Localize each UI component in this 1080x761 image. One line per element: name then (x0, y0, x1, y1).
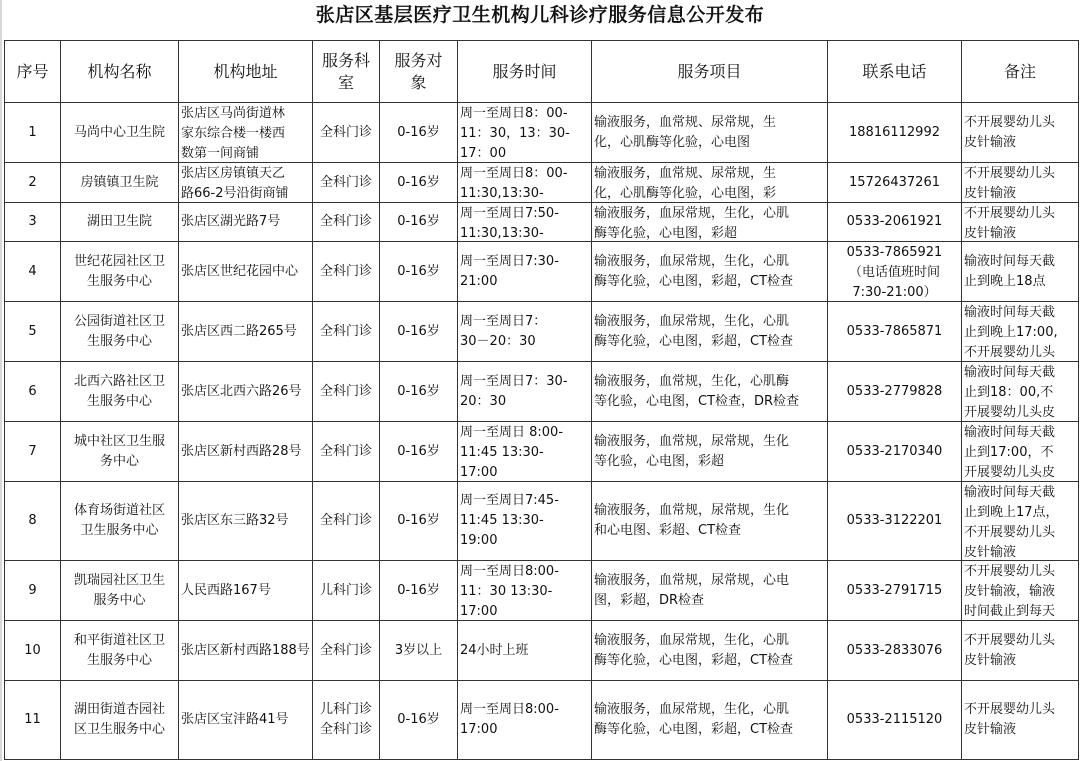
cell-services-line: 等化验，心电图，CT检查，DR检查 (594, 393, 800, 409)
cell-no: 2 (5, 163, 61, 203)
cell-remark-line: 皮针输液 (964, 544, 1017, 560)
cell-remark-line: 皮针输液 (964, 134, 1017, 150)
cell-name (61, 561, 179, 621)
cell-services-line: 输液服务，血尿常规，生化，心肌 (594, 702, 790, 717)
cell-target: 0-16岁 (380, 302, 458, 362)
cell-remark (962, 103, 1079, 163)
cell-remark-line: 皮针输液，输液 (964, 583, 1056, 599)
cell-hours-line: 周一至周日7：30- (460, 373, 568, 389)
header-name: 机构名称 (61, 41, 179, 103)
cell-services-line: 图，彩超，DR检查 (594, 592, 705, 608)
cell-hours (458, 242, 592, 302)
cell-target: 0-16岁 (380, 103, 458, 163)
cell-address (179, 482, 313, 561)
cell-phone (828, 302, 962, 362)
cell-address (179, 163, 313, 203)
cell-services-line: 酶等化验，心电图，彩超，CT检查 (594, 273, 794, 289)
cell-remark-line: 不开展婴幼儿头 (964, 165, 1056, 181)
cell-services (592, 362, 828, 422)
header-hours: 服务时间 (458, 41, 592, 103)
cell-services (592, 482, 828, 561)
cell-phone-line: 0533-3122201 (846, 513, 943, 528)
cell-hours-line: 20：30 (460, 393, 507, 409)
cell-phone-line: 0533-7865871 (846, 323, 943, 339)
page-edge (0, 0, 2, 761)
cell-remark-line: 止到17:00，不 (964, 444, 1054, 460)
cell-hours-line: 周一至周日7:50- (460, 205, 559, 221)
cell-address-line: 张店区湖光路7号 (181, 214, 281, 229)
cell-name (61, 621, 179, 681)
cell-services (592, 242, 828, 302)
cell-address (179, 302, 313, 362)
cell-name-line: 和平街道社区卫 (73, 632, 165, 648)
cell-services-line: 等化验，心电图，彩超 (594, 453, 725, 469)
cell-hours (458, 163, 592, 203)
cell-address-line: 张店区西二路265号 (181, 323, 297, 339)
institution-table (4, 40, 1079, 760)
cell-name-line: 区卫生服务中心 (73, 722, 165, 737)
header-phone: 联系电话 (828, 41, 962, 103)
cell-hours-line: 周一至周日7： (460, 313, 547, 329)
cell-services-line: 和心电图、彩超、CT检查 (594, 523, 742, 538)
cell-services-line: 输液服务，血常规、尿常规，生 (594, 114, 777, 130)
cell-dept-line: 儿科门诊 (319, 582, 372, 598)
cell-services (592, 681, 828, 760)
table-row (5, 362, 1079, 422)
header-target-line: 服务对 (394, 50, 443, 70)
header-target-line: 象 (410, 72, 427, 92)
cell-no: 8 (5, 482, 61, 561)
cell-services (592, 203, 828, 242)
cell-remark (962, 163, 1079, 203)
table-row (5, 242, 1079, 302)
cell-remark-line: 不开展婴幼儿头 (964, 344, 1056, 360)
cell-remark-line: 开展婴幼儿头皮 (964, 464, 1056, 480)
header-row (5, 41, 1079, 103)
cell-remark (962, 621, 1079, 681)
cell-hours-line: 17:00 (460, 722, 498, 737)
cell-hours-line: 周一至周日7:45- (460, 493, 559, 508)
cell-dept-line: 全科门诊 (319, 323, 372, 339)
cell-phone (828, 621, 962, 681)
cell-target: 0-16岁 (380, 561, 458, 621)
cell-dept (313, 422, 380, 482)
cell-hours-line: 11:45 13:30- (460, 513, 544, 528)
cell-remark (962, 561, 1079, 621)
cell-name (61, 681, 179, 760)
table-row (5, 203, 1079, 242)
header-remark: 备注 (962, 41, 1079, 103)
cell-name-line: 服务中心 (93, 592, 146, 608)
cell-remark-line: 止到晚上17点， (964, 504, 1059, 520)
cell-hours-line: 11:45 13:30- (460, 444, 544, 460)
cell-dept-line: 全科门诊 (319, 513, 372, 528)
cell-hours (458, 561, 592, 621)
cell-name-line: 生服务中心 (86, 273, 152, 289)
cell-phone (828, 163, 962, 203)
cell-target: 0-16岁 (380, 242, 458, 302)
cell-hours-line: 11：30 13:30- (460, 583, 553, 599)
cell-remark (962, 242, 1079, 302)
cell-address (179, 242, 313, 302)
cell-phone (828, 103, 962, 163)
cell-phone (828, 362, 962, 422)
cell-remark (962, 681, 1079, 760)
cell-hours (458, 362, 592, 422)
cell-phone-line: 0533-2833076 (846, 642, 943, 658)
table-row (5, 163, 1079, 203)
cell-remark-line: 止到18：00,不 (964, 384, 1054, 400)
cell-services-line: 输液服务，血常规、尿常规，生 (594, 165, 777, 181)
cell-remark-line: 输液时间每天截 (964, 484, 1056, 500)
cell-address (179, 422, 313, 482)
cell-name (61, 163, 179, 203)
header-dept (313, 41, 380, 103)
cell-services-line: 输液服务，血常规，尿常规，心电 (594, 572, 790, 588)
cell-hours-line: 周一至周日 8:00- (460, 424, 564, 440)
cell-remark (962, 482, 1079, 561)
cell-hours-line: 17：00 (460, 145, 507, 161)
cell-target: 3岁以上 (380, 621, 458, 681)
cell-phone-line: 0533-2779828 (846, 383, 943, 399)
cell-hours-line: 11：30，13：30- (460, 125, 570, 141)
cell-name (61, 203, 179, 242)
cell-services (592, 103, 828, 163)
cell-dept (313, 362, 380, 422)
cell-remark-line: 不开展婴幼儿头 (964, 702, 1056, 717)
cell-services-line: 酶等化验，心电图，彩超，CT检查 (594, 722, 794, 737)
cell-services (592, 163, 828, 203)
cell-hours (458, 482, 592, 561)
cell-services-line: 输液服务，血常规，生化，心肌酶 (594, 373, 790, 389)
cell-dept-line: 全科门诊 (319, 124, 372, 140)
cell-address-line: 张店区北西六路26号 (181, 383, 302, 399)
cell-name-line: 马尚中心卫生院 (73, 124, 165, 140)
cell-address-line: 张店区新村西路28号 (181, 443, 302, 459)
header-dept-line: 服务科 (321, 50, 370, 70)
cell-dept-line: 全科门诊 (319, 263, 372, 279)
header-dept-line: 室 (337, 72, 354, 92)
cell-address-line: 张店区宝沣路41号 (181, 712, 289, 727)
cell-dept (313, 163, 380, 203)
cell-address (179, 621, 313, 681)
cell-services (592, 302, 828, 362)
cell-phone-line: 15726437261 (849, 174, 940, 190)
cell-address (179, 203, 313, 242)
cell-dept (313, 561, 380, 621)
cell-phone (828, 203, 962, 242)
cell-name-line: 城中社区卫生服 (73, 433, 165, 449)
cell-phone-line: 0533-7865921 (846, 244, 943, 260)
cell-no: 7 (5, 422, 61, 482)
cell-phone-line: （电话值班时间 (848, 264, 940, 280)
cell-phone (828, 681, 962, 760)
cell-address (179, 103, 313, 163)
cell-hours-line: 周一至周日8：00- (460, 165, 568, 181)
cell-services-line: 输液服务，血尿常规，生化，心肌 (594, 313, 790, 329)
cell-hours-line: 11:30,13:30- (460, 185, 544, 201)
cell-services-line: 输液服务，血常规，尿常规，生化 (594, 503, 790, 518)
header-target (380, 41, 458, 103)
cell-remark-line: 输液时间每天截 (964, 253, 1056, 269)
cell-hours (458, 621, 592, 681)
cell-remark (962, 422, 1079, 482)
cell-address-line: 张店区世纪花园中心 (181, 263, 299, 279)
table-row (5, 422, 1079, 482)
cell-hours-line: 24小时上班 (460, 642, 529, 658)
header-no: 序号 (5, 41, 61, 103)
cell-services-line: 酶等化验，心电图，彩超，CT检查 (594, 333, 794, 349)
cell-services-line: 化，心肌酶等化验，心电图 (594, 134, 751, 150)
cell-phone (828, 482, 962, 561)
cell-remark-line: 不开展婴幼儿头 (964, 632, 1056, 648)
cell-no: 10 (5, 621, 61, 681)
cell-hours-line: 周一至周日8：00- (460, 105, 568, 121)
cell-no: 9 (5, 561, 61, 621)
cell-dept (313, 302, 380, 362)
cell-remark (962, 302, 1079, 362)
cell-remark-line: 不开展婴幼儿头 (964, 205, 1056, 221)
cell-phone-line: 0533-2791715 (846, 582, 943, 598)
cell-name (61, 103, 179, 163)
cell-address (179, 561, 313, 621)
cell-services-line: 化，心肌酶等化验，心电图，彩 (594, 185, 777, 201)
cell-services-line: 输液服务，血尿常规，生化，心肌 (594, 253, 790, 269)
cell-hours (458, 103, 592, 163)
cell-dept (313, 103, 380, 163)
cell-remark-line: 输液时间每天截 (964, 424, 1056, 440)
cell-remark-line: 不开展婴幼儿头 (964, 524, 1056, 540)
cell-remark-line: 止到晚上18点 (964, 273, 1046, 289)
cell-phone (828, 561, 962, 621)
cell-phone-line: 7:30-21:00） (852, 284, 937, 300)
cell-no: 4 (5, 242, 61, 302)
cell-phone-line: 0533-2170340 (846, 443, 943, 459)
cell-address-line: 路66-2号沿街商铺 (181, 185, 289, 201)
cell-remark-line: 不开展婴幼儿头 (964, 114, 1056, 130)
cell-phone-line: 18816112992 (849, 124, 940, 140)
header-address: 机构地址 (179, 41, 313, 103)
table-row (5, 482, 1079, 561)
cell-address-line: 人民西路167号 (181, 582, 271, 598)
cell-services-line: 输液服务，血尿常规，生化，心肌 (594, 632, 790, 648)
cell-name-line: 公园街道社区卫 (73, 313, 165, 329)
cell-name-line: 生服务中心 (86, 333, 152, 349)
cell-name-line: 湖田卫生院 (86, 214, 152, 229)
cell-name-line: 体育场街道社区 (73, 503, 165, 518)
cell-hours-line: 周一至周日8:00- (460, 702, 559, 717)
cell-name-line: 湖田街道杏园社 (73, 702, 165, 717)
cell-address-line: 数第一间商铺 (181, 145, 260, 161)
cell-remark-line: 皮针输液 (964, 652, 1017, 668)
cell-name (61, 422, 179, 482)
cell-target: 0-16岁 (380, 681, 458, 760)
cell-no: 6 (5, 362, 61, 422)
cell-hours-line: 周一至周日8:00- (460, 563, 559, 579)
cell-name-line: 生服务中心 (86, 393, 152, 409)
cell-target: 0-16岁 (380, 482, 458, 561)
cell-hours (458, 422, 592, 482)
cell-dept-line: 全科门诊 (319, 383, 372, 399)
cell-no: 1 (5, 103, 61, 163)
cell-name-line: 务中心 (99, 453, 139, 469)
cell-hours-line: 17:00 (460, 464, 498, 480)
cell-no: 3 (5, 203, 61, 242)
table-body (5, 103, 1079, 760)
cell-address (179, 681, 313, 760)
cell-address-line: 家东综合楼一楼西 (181, 125, 286, 141)
cell-name (61, 482, 179, 561)
cell-address-line: 张店区新村西路188号 (181, 642, 310, 658)
cell-dept-line: 全科门诊 (319, 214, 372, 229)
cell-name-line: 世纪花园社区卫 (73, 253, 165, 269)
table-row (5, 103, 1079, 163)
cell-dept (313, 482, 380, 561)
cell-dept (313, 242, 380, 302)
cell-phone-line: 0533-2115120 (846, 712, 943, 727)
cell-services-line: 输液服务，血尿常规，生化，心肌 (594, 205, 790, 221)
table-row (5, 302, 1079, 362)
cell-dept-line: 儿科门诊 (319, 702, 372, 717)
cell-hours-line: 周一至周日7:30- (460, 253, 559, 269)
cell-services-line: 输液服务，血常规，尿常规，生化 (594, 433, 790, 449)
cell-hours (458, 203, 592, 242)
cell-dept (313, 681, 380, 760)
cell-name-line: 凯瑞园社区卫生 (73, 572, 165, 588)
table-row (5, 621, 1079, 681)
page-title: 张店区基层医疗卫生机构儿科诊疗服务信息公开发布 (315, 4, 765, 26)
cell-remark (962, 362, 1079, 422)
cell-hours-line: 21:00 (460, 273, 498, 289)
cell-hours-line: 11:30,13:30- (460, 225, 544, 241)
cell-services-line: 酶等化验，心电图，彩超 (594, 225, 738, 241)
cell-services (592, 561, 828, 621)
cell-remark-line: 开展婴幼儿头皮 (964, 404, 1056, 420)
cell-remark-line: 止到晚上17:00, (964, 324, 1058, 340)
cell-remark-line: 皮针输液 (964, 225, 1017, 241)
cell-hours (458, 681, 592, 760)
cell-name-line: 卫生服务中心 (80, 523, 159, 538)
cell-target: 0-16岁 (380, 362, 458, 422)
cell-target: 0-16岁 (380, 422, 458, 482)
cell-no: 11 (5, 681, 61, 760)
cell-dept-line: 全科门诊 (319, 722, 372, 737)
cell-services (592, 621, 828, 681)
cell-hours-line: 30－20：30 (460, 333, 536, 349)
cell-address-line: 张店区马尚街道林 (181, 105, 286, 121)
cell-dept (313, 621, 380, 681)
table-row (5, 681, 1079, 760)
cell-dept-line: 全科门诊 (319, 443, 372, 459)
cell-name-line: 北西六路社区卫 (73, 373, 165, 389)
cell-services-line: 酶等化验，心电图，彩超，CT检查 (594, 652, 794, 668)
cell-address-line: 张店区房镇镇天乙 (181, 165, 286, 181)
cell-name (61, 362, 179, 422)
cell-name (61, 242, 179, 302)
cell-remark-line: 时间截止到每天 (964, 603, 1056, 619)
cell-address (179, 362, 313, 422)
cell-hours-line: 17:00 (460, 603, 498, 619)
cell-name-line: 生服务中心 (86, 652, 152, 668)
cell-name (61, 302, 179, 362)
cell-target: 0-16岁 (380, 163, 458, 203)
cell-phone-line: 0533-2061921 (846, 214, 943, 229)
cell-remark-line: 输液时间每天截 (964, 364, 1056, 380)
cell-dept-line: 全科门诊 (319, 642, 372, 658)
header-services: 服务项目 (592, 41, 828, 103)
cell-hours-line: 19:00 (460, 533, 498, 548)
cell-remark-line: 输液时间每天截 (964, 304, 1056, 320)
cell-remark (962, 203, 1079, 242)
cell-hours (458, 302, 592, 362)
cell-no: 5 (5, 302, 61, 362)
cell-address-line: 张店区东三路32号 (181, 513, 289, 528)
cell-phone (828, 422, 962, 482)
cell-remark-line: 皮针输液 (964, 722, 1017, 737)
cell-name-line: 房镇镇卫生院 (80, 174, 159, 190)
cell-remark-line: 皮针输液 (964, 185, 1017, 201)
cell-dept (313, 203, 380, 242)
cell-phone (828, 242, 962, 302)
cell-dept-line: 全科门诊 (319, 174, 372, 190)
cell-services (592, 422, 828, 482)
cell-target: 0-16岁 (380, 203, 458, 242)
cell-remark-line: 不开展婴幼儿头 (964, 563, 1056, 579)
table-row (5, 561, 1079, 621)
